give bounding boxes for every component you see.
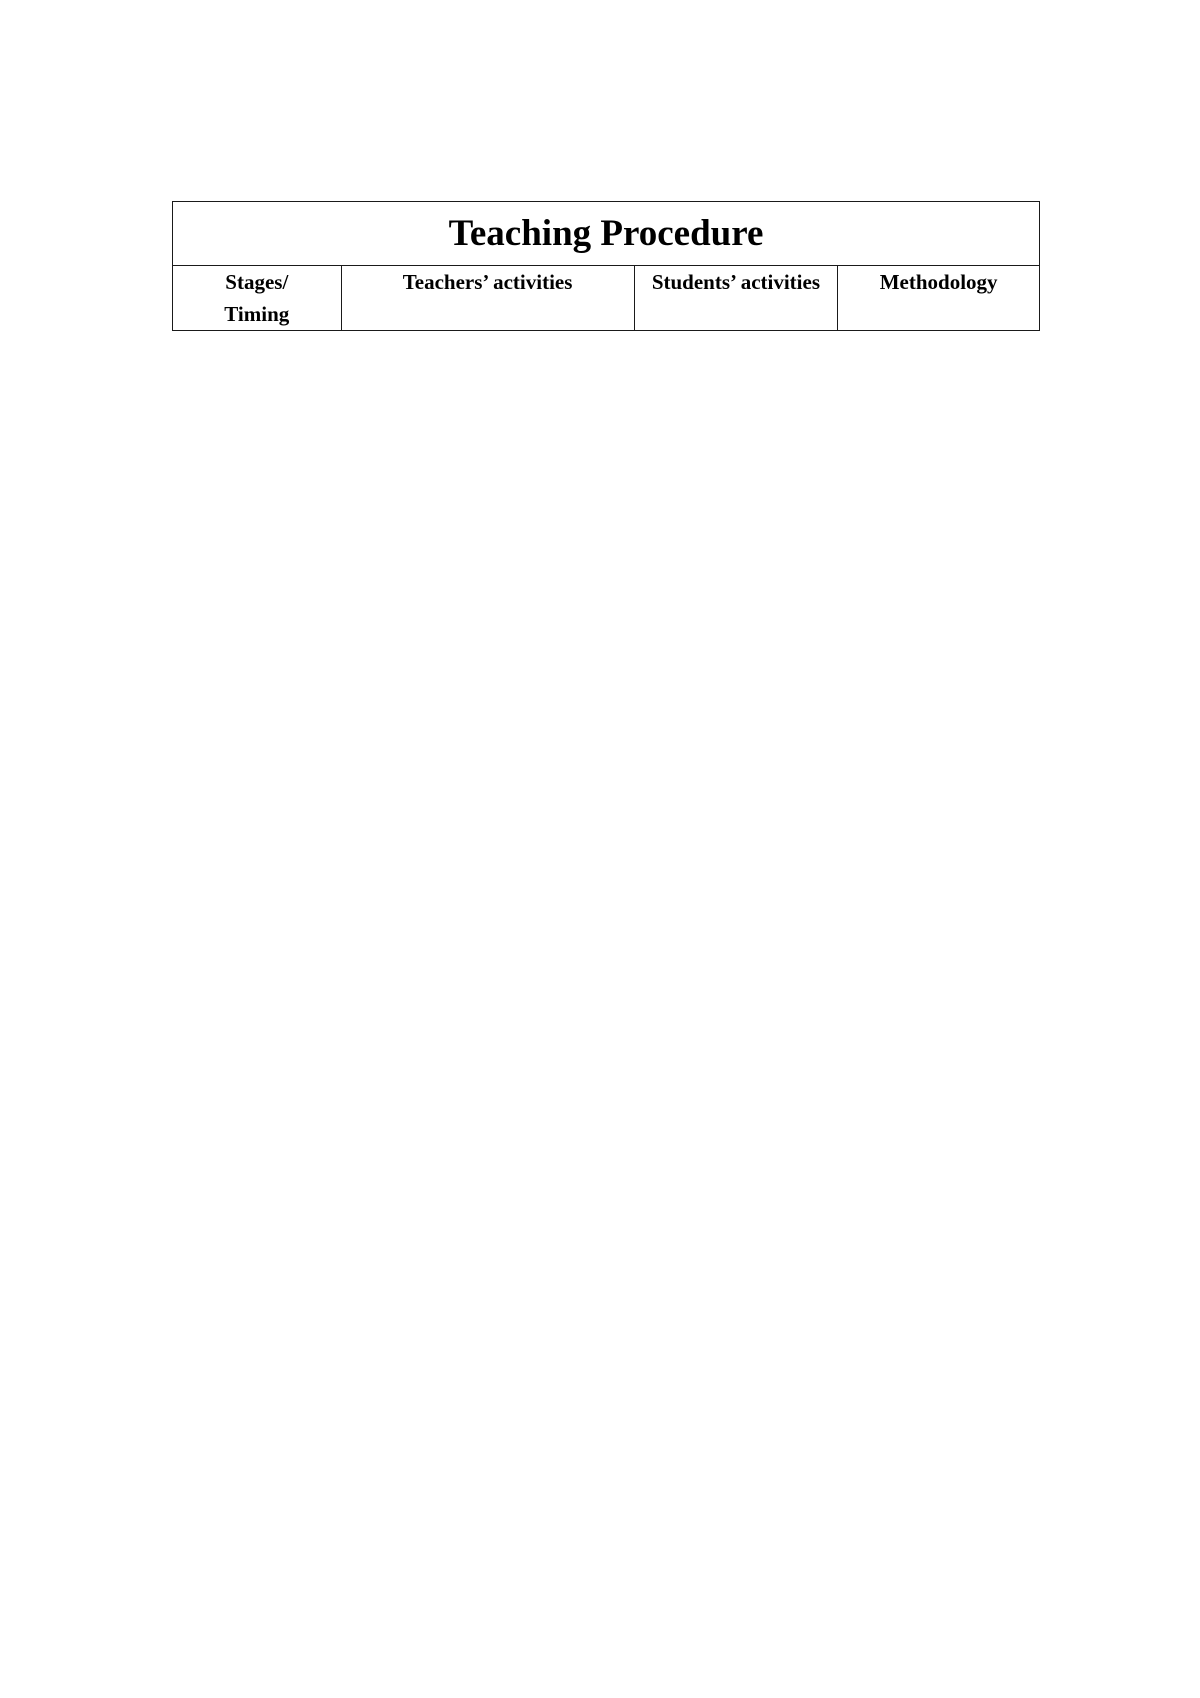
table-title-row (173, 202, 1040, 266)
column-header-stages (173, 266, 342, 331)
column-header-teacher-activities: Teachers’ activities (341, 266, 634, 331)
teaching-procedure-table (172, 201, 1040, 331)
table-title: Teaching Procedure (173, 202, 1040, 266)
stages-label: Stages/ (225, 270, 289, 294)
timing-label: Timing (224, 302, 290, 326)
table-header-row (173, 266, 1040, 331)
column-header-students-activities: Students’ activities (634, 266, 838, 331)
column-header-methodology: Methodology (838, 266, 1040, 331)
